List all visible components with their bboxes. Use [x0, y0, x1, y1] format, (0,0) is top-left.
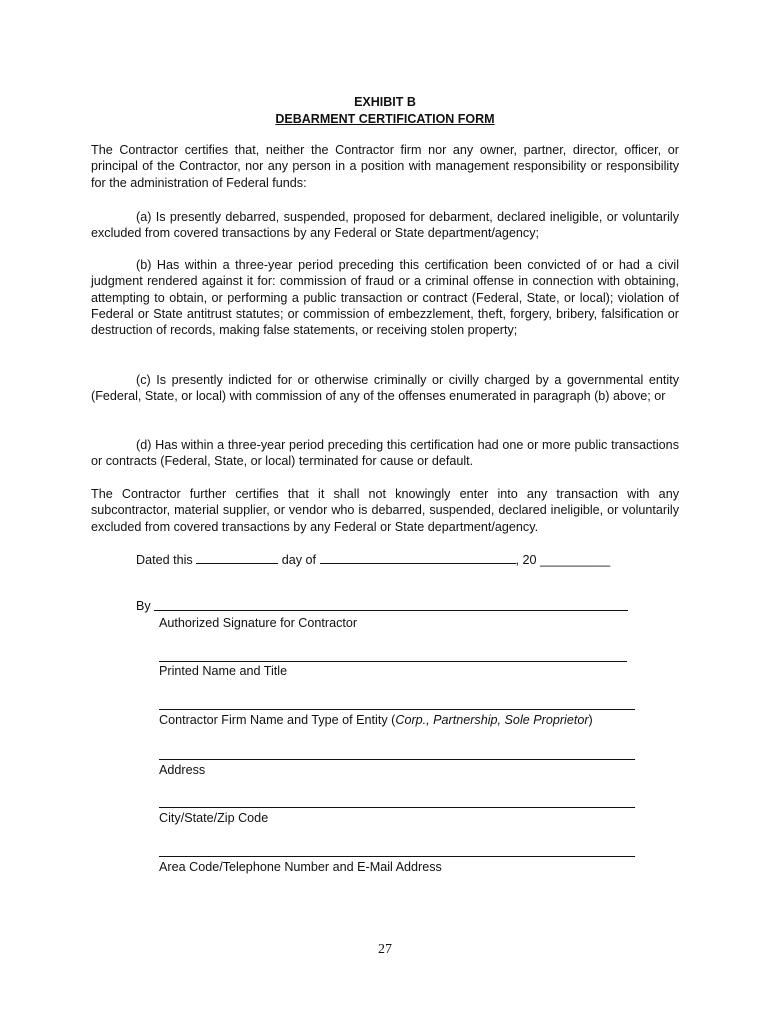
- phone-email-label: Area Code/Telephone Number and E-Mail Address: [159, 860, 442, 874]
- dated-middle: day of: [278, 553, 320, 567]
- day-blank[interactable]: [196, 551, 278, 564]
- firm-label-prefix: Contractor Firm Name and Type of Entity (: [159, 713, 396, 727]
- intro-paragraph: The Contractor certifies that, neither the Contractor firm nor any owner, partner, director, officer, or principal of the Contractor, nor any person in a position with management responsibility or responsibility for the administration of Federal funds:: [91, 143, 679, 190]
- printed-name-label: Printed Name and Title: [159, 664, 288, 678]
- authorized-signature-label: Authorized Signature for Contractor: [159, 616, 358, 630]
- further-certification-paragraph: The Contractor further certifies that it shall not knowingly enter into any transaction with any subcontractor, material supplier, or vendor who is debarred, suspended, declared ineligible, or voluntarily excluded from covered transactions by any Federal or State department/agency.: [91, 487, 679, 534]
- form-title: DEBARMENT CERTIFICATION FORM: [275, 112, 495, 126]
- address-label: Address: [159, 763, 206, 777]
- year-prefix: , 20: [515, 553, 541, 567]
- printed-name-line[interactable]: [159, 661, 627, 662]
- item-b-paragraph: (b) Has within a three-year period preceding this certification been convicted of or had a civil judgment rendered against it for: commission of fraud or a criminal offense in connection with obtaining, attempting to obtain, or performing a public transaction or contract (Federal, State, or local); violation of Federal or State antitrust statutes; or commission of embezzlement, theft, forgery, bribery, falsification or destruction of records, making false statements, or receiving stolen property;: [91, 258, 679, 338]
- month-blank[interactable]: [320, 551, 516, 564]
- item-c-paragraph: (c) Is presently indicted for or otherwise criminally or civilly charged by a governmental entity (Federal, State, or local) with commission of any of the offenses enumerated in paragraph (b) above; or: [91, 373, 679, 404]
- year-blank[interactable]: __________: [540, 553, 611, 567]
- firm-name-label: [159, 712, 593, 728]
- dated-prefix: Dated this: [136, 553, 197, 567]
- by-prefix: By: [136, 599, 151, 613]
- item-d-paragraph: (d) Has within a three-year period preceding this certification had one or more public transactions or contracts (Federal, State, or local) terminated for cause or default.: [91, 438, 679, 469]
- firm-label-suffix: ): [588, 713, 593, 727]
- phone-email-line[interactable]: [159, 856, 635, 857]
- page-number: 27: [378, 942, 392, 957]
- item-a-paragraph: (a) Is presently debarred, suspended, proposed for debarment, declared ineligible, or voluntarily excluded from covered transactions by any Federal or State department/agency;: [91, 210, 679, 241]
- exhibit-label: EXHIBIT B: [354, 95, 416, 109]
- dated-line: [136, 551, 610, 568]
- signature-line[interactable]: [154, 610, 628, 611]
- firm-name-line[interactable]: [159, 709, 635, 710]
- city-state-zip-line[interactable]: [159, 807, 635, 808]
- firm-label-italic: Corp., Partnership, Sole Proprietor: [395, 713, 589, 727]
- city-state-zip-label: City/State/Zip Code: [159, 811, 269, 825]
- address-line[interactable]: [159, 759, 635, 760]
